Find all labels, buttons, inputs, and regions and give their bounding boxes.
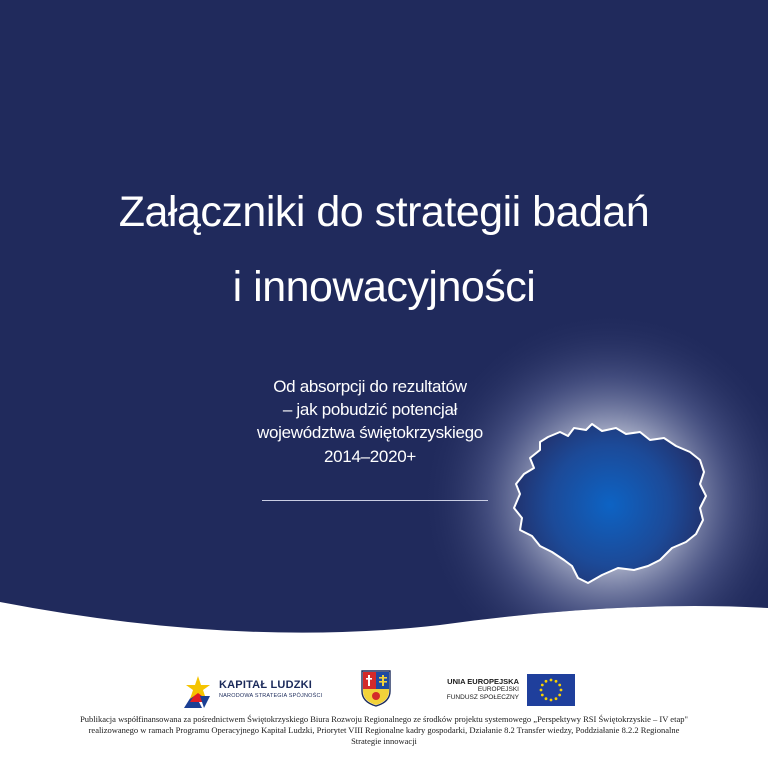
kapital-ludzki-subtitle: NARODOWA STRATEGIA SPÓJNOŚCI (219, 693, 323, 699)
kapital-ludzki-star-icon (180, 672, 216, 710)
eu-union-label: UNIA EUROPEJSKA (447, 677, 519, 686)
subtitle-line-1: Od absorpcji do rezultatów (273, 377, 467, 396)
eu-fund-label-1: EUROPEJSKI (477, 686, 519, 693)
eu-flag-icon (527, 674, 575, 706)
cover-title-line-1: Załączniki do strategii badań (118, 188, 650, 236)
publication-footer (40, 714, 728, 747)
footer-line-2: realizowanego w ramach Programu Operacyjnego Kapitał Ludzki, Priorytet VIII Regionalne kadry gospodarki, Działanie 8.2 Transfer wiedzy, Poddziałanie 8.2.2 Regionalne (88, 725, 680, 735)
subtitle-divider (262, 500, 488, 501)
subtitle-line-3: województwa świętokrzyskiego (257, 423, 483, 442)
subtitle-years: 2014–2020+ (323, 447, 417, 466)
swietokrzyskie-coat-of-arms-icon (360, 669, 392, 707)
subtitle-line-2: – jak pobudzić potencjał (282, 400, 458, 419)
eu-social-fund-logo (430, 672, 580, 708)
kapital-ludzki-logo (180, 670, 330, 712)
eu-fund-label-2: FUNDUSZ SPOŁECZNY (446, 694, 519, 701)
footer-line-1: Publikacja współfinansowana za pośrednictwem Świętokrzyskiego Biura Rozwoju Regionalnego ze środków projektu systemowego „Perspektywy RSI Świętokrzyskie – IV etap" (80, 714, 688, 724)
cover-title-line-2: i innowacyjności (232, 263, 536, 311)
footer-line-3: Strategie innowacji (351, 736, 417, 746)
kapital-ludzki-title: KAPITAŁ LUDZKI (219, 679, 313, 691)
